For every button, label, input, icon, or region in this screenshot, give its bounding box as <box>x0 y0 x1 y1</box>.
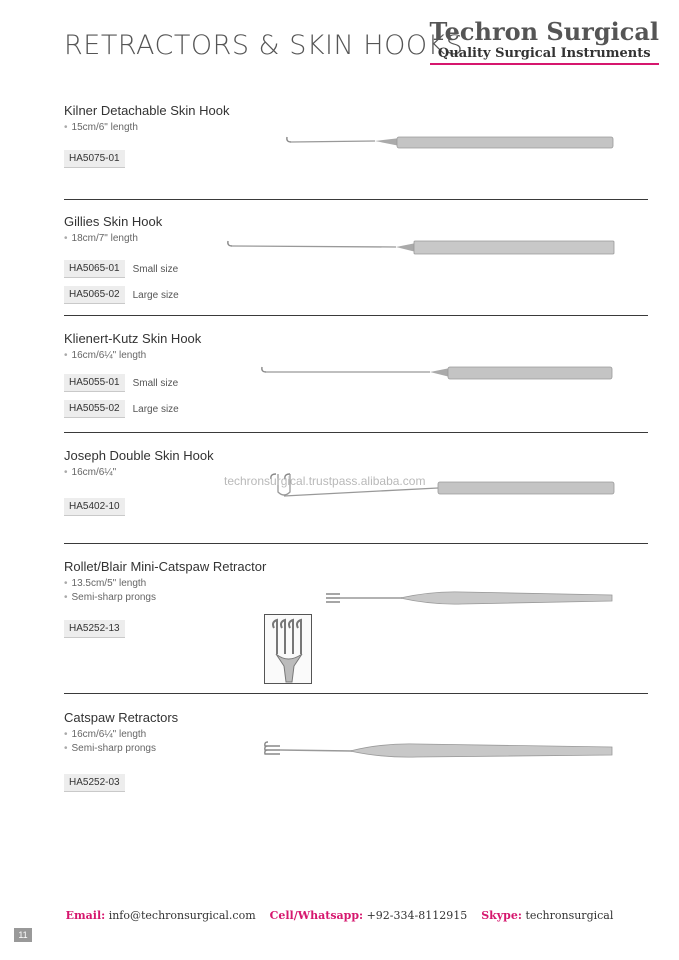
product-name: Catspaw Retractors <box>64 710 179 725</box>
skype-label: Skype: <box>481 909 522 922</box>
product-spec: • 18cm/7" length <box>64 233 648 245</box>
rollet-blair-retractor-image <box>322 588 616 612</box>
page-title: RETRACTORS & SKIN HOOKS <box>64 30 464 61</box>
section-divider <box>64 693 648 694</box>
product-spec: • 16cm/6¼" length <box>64 729 648 741</box>
product-code: HA5252-03 <box>64 774 125 792</box>
gillies-hook-image <box>226 236 618 260</box>
page-number: 11 <box>14 928 32 942</box>
product-name: Rollet/Blair Mini-Catspaw Retractor <box>64 559 267 574</box>
skype-value: techronsurgical <box>525 909 614 922</box>
product-klienert-kutz-skin-hook <box>64 331 648 415</box>
product-name: Joseph Double Skin Hook <box>64 448 214 463</box>
phone-value: +92-334-8112915 <box>366 909 468 922</box>
product-name: Gillies Skin Hook <box>64 214 163 229</box>
section-divider <box>64 315 648 316</box>
product-code: HA5055-01 <box>64 374 125 392</box>
product-size: Small size <box>132 263 179 275</box>
product-spec: • Semi-sharp prongs <box>64 743 648 755</box>
product-code: HA5075-01 <box>64 150 125 168</box>
brand-tagline: Quality Surgical Instruments <box>430 46 660 65</box>
product-spec: • 16cm/6¼" length <box>64 350 648 362</box>
product-size: Large size <box>132 403 179 415</box>
product-spec: • Semi-sharp prongs <box>64 592 648 604</box>
watermark: techronsurgical.trustpass.alibaba.com <box>224 474 426 488</box>
product-code: HA5065-02 <box>64 286 125 304</box>
email-value[interactable]: info@techronsurgical.com <box>108 909 256 922</box>
product-size: Small size <box>132 377 179 389</box>
product-code: HA5252-13 <box>64 620 125 638</box>
product-spec: • 15cm/6" length <box>64 122 648 134</box>
product-name: Klienert-Kutz Skin Hook <box>64 331 202 346</box>
product-code: HA5065-01 <box>64 260 125 278</box>
catspaw-detail-image <box>264 614 312 684</box>
phone-label: Cell/Whatsapp: <box>269 909 364 922</box>
product-spec: • 13.5cm/5" length <box>64 578 648 590</box>
klienert-kutz-hook-image <box>260 362 616 386</box>
product-name: Kilner Detachable Skin Hook <box>64 103 230 118</box>
brand-logo <box>430 18 660 65</box>
section-divider <box>64 543 648 544</box>
catspaw-retractor-image <box>262 736 618 764</box>
product-code: HA5402-10 <box>64 498 125 516</box>
email-label: Email: <box>65 909 106 922</box>
footer-contact <box>0 909 679 922</box>
section-divider <box>64 432 648 433</box>
product-code: HA5055-02 <box>64 400 125 418</box>
brand-name: Techron Surgical <box>429 17 659 46</box>
product-kilner-detachable-skin-hook <box>64 103 648 164</box>
product-size: Large size <box>132 289 179 301</box>
kilner-hook-image <box>285 132 615 156</box>
product-spec: • 16cm/6¼" <box>64 467 648 479</box>
section-divider <box>64 199 648 200</box>
